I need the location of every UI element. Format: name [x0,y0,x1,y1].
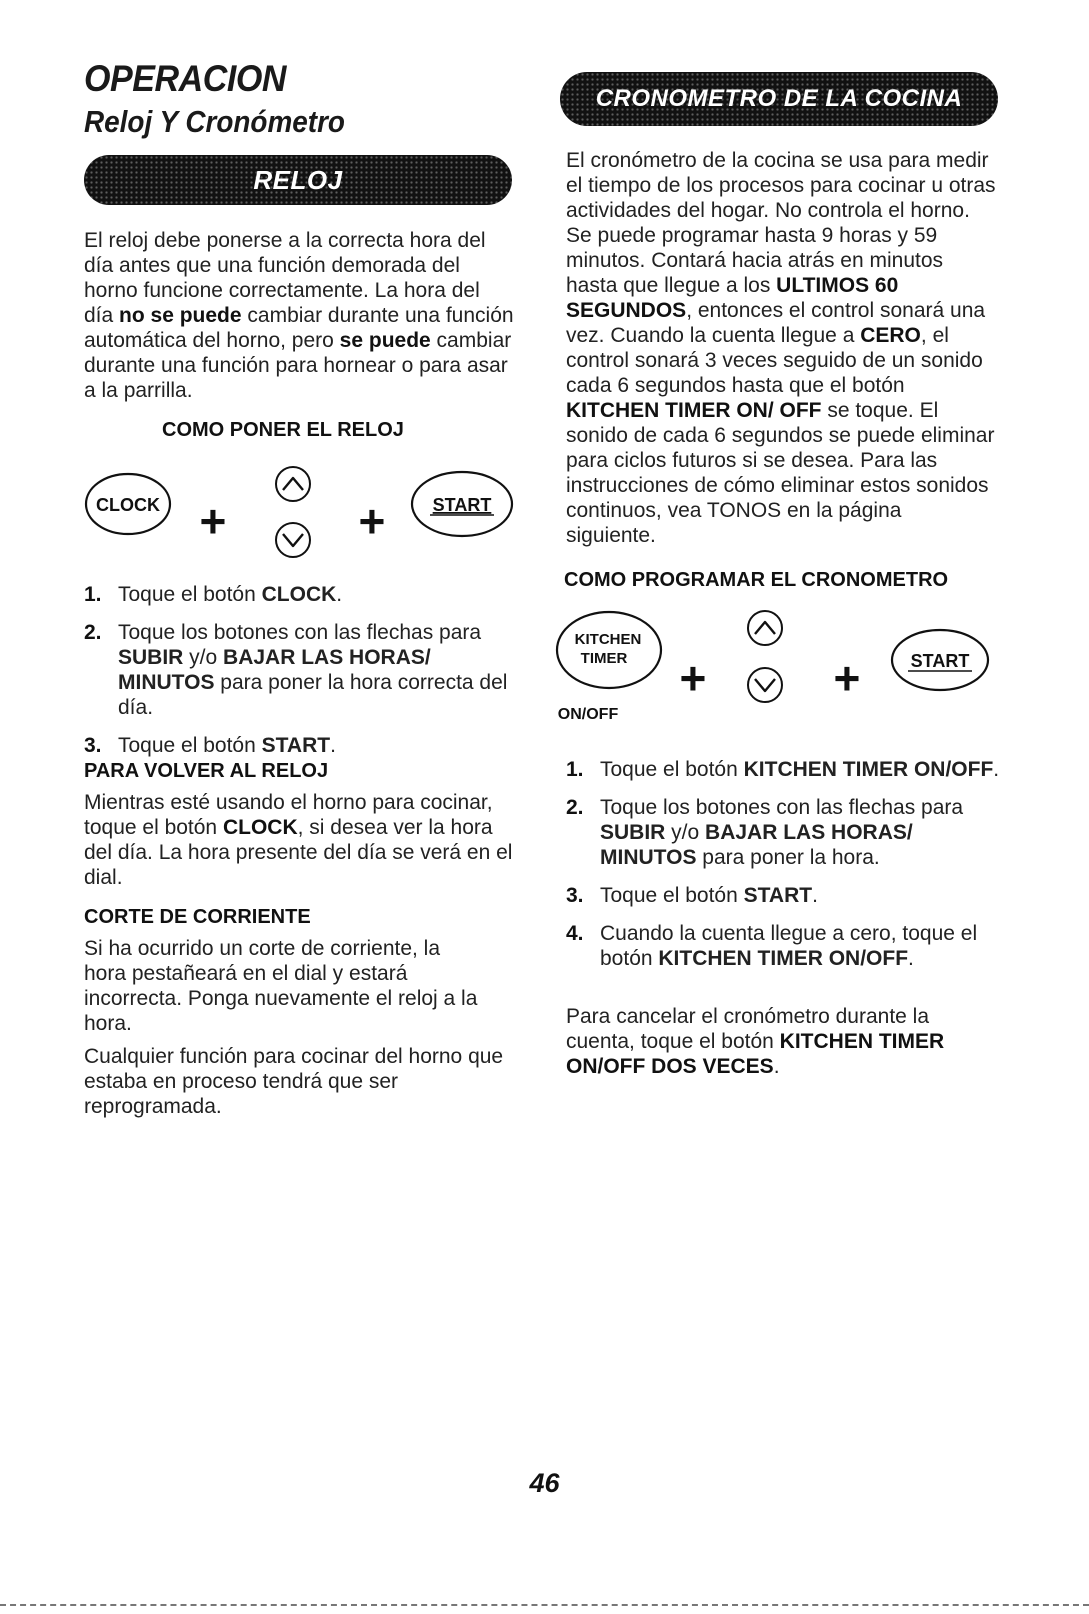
page-bottom-rule [0,1604,1089,1606]
program-timer-heading: COMO PROGRAMAR EL CRONOMETRO [564,569,949,591]
start-button-label: START [432,495,492,515]
reloj-banner [84,155,512,205]
clock-button-label: CLOCK [96,495,160,515]
onoff-label: ON/OFF [557,706,619,723]
arrow-up-icon [748,611,782,645]
start-button [412,472,512,536]
clock-button-sequence [84,462,524,572]
reloj-banner-label: RELOJ [253,164,343,195]
set-clock-heading: COMO PONER EL RELOJ [162,419,404,441]
arrow-up-icon [276,467,310,501]
plus-sign: + [357,495,385,547]
timer-label: TIMER [580,650,628,667]
step-text: Toque el botón START. [118,734,336,757]
step-number: 4. [566,922,584,945]
start-button [892,630,988,690]
return-clock-heading: PARA VOLVER AL RELOJ [84,760,329,782]
step-item [566,757,1006,782]
reloj-intro: El reloj debe ponerse a la correcta hora del día antes que una función demorada del horno funcione correctamente. La hora del día no se puede cambiar durante una función automática del horno, pero se puede cambiar durante una función para hornear o para asar a la parrilla. [84,229,514,402]
timer-intro: El cronómetro de la cocina se usa para medir el tiempo de los procesos para cocinar u otras actividades del hogar. No controla el horno. Se puede programar hasta 9 horas y 59 minutos. Contará hacia atrás en minutos hasta que llegue a los ULTIMOS 60 SEGUNDOS, entonces el control sonará una vez. Cuando la cuenta llegue a CERO, el control sonará 3 veces seguido de un sonido cada 6 segundos hasta que el botón KITCHEN TIMER ON/ OFF se toque. El sonido de cada 6 segundos se puede eliminar para ciclos futuros si se desea. Para las instrucciones de cómo eliminar estos sonidos continuos, vea TONOS en la página siguiente. [566,149,996,547]
step-text: Toque los botones con las flechas para SUBIR y/o BAJAR LAS HORAS/ MINUTOS para poner la hora. [600,796,964,869]
step-text: Toque los botones con las flechas para SUBIR y/o BAJAR LAS HORAS/ MINUTOS para poner la hora correcta del día. [118,621,508,719]
step-item [566,795,1006,870]
plus-sign: + [678,652,706,704]
arrow-down-icon [276,523,310,557]
step-text: Cuando la cuenta llegue a cero, toque el botón KITCHEN TIMER ON/OFF. [600,922,978,970]
reprogram-text: Cualquier función para cocinar del horno que estaba en proceso tendrá que ser reprogramada. [84,1045,504,1118]
step-item [84,620,524,720]
page-number: 46 [529,1468,560,1498]
step-text: Toque el botón KITCHEN TIMER ON/OFF. [600,758,1000,781]
step-item [84,582,524,607]
plus-sign: + [198,495,226,547]
step-item [566,921,1006,971]
step-number: 2. [84,621,102,644]
step-number: 1. [84,583,102,606]
start-button-label: START [910,651,970,671]
step-number: 1. [566,758,584,781]
clock-steps [84,582,524,771]
timer-banner [560,72,998,126]
return-clock-text: Mientras esté usando el horno para cocinar, toque el botón CLOCK, si desea ver la hora del día. La hora presente del día se verá en el dial. [84,791,513,889]
step-text: Toque el botón START. [600,884,818,907]
power-outage-text: Si ha ocurrido un corte de corriente, la hora pestañeará en el dial y estará incorrecta. Ponga nuevamente el reloj a la hora. [84,937,478,1035]
step-number: 3. [566,884,584,907]
clock-button [86,474,170,534]
kitchen-timer-button [557,612,661,723]
step-text: Toque el botón CLOCK. [118,583,343,606]
step-item [84,733,524,758]
step-number: 2. [566,796,584,819]
arrow-down-icon [748,668,782,702]
timer-button-sequence [552,602,992,727]
kitchen-label: KITCHEN [574,631,642,648]
step-number: 3. [84,734,102,757]
page-title: OPERACION [84,58,287,99]
page-subtitle: Reloj Y Cronómetro [84,104,345,139]
cancel-timer-text: Para cancelar el cronómetro durante la cuenta, toque el botón KITCHEN TIMER ON/OFF DOS VECES. [566,1005,945,1078]
step-item [566,883,1006,908]
plus-sign: + [832,652,860,704]
timer-steps [566,757,1006,984]
power-outage-heading: CORTE DE CORRIENTE [84,906,311,928]
timer-banner-label: CRONOMETRO DE LA COCINA [595,85,963,112]
